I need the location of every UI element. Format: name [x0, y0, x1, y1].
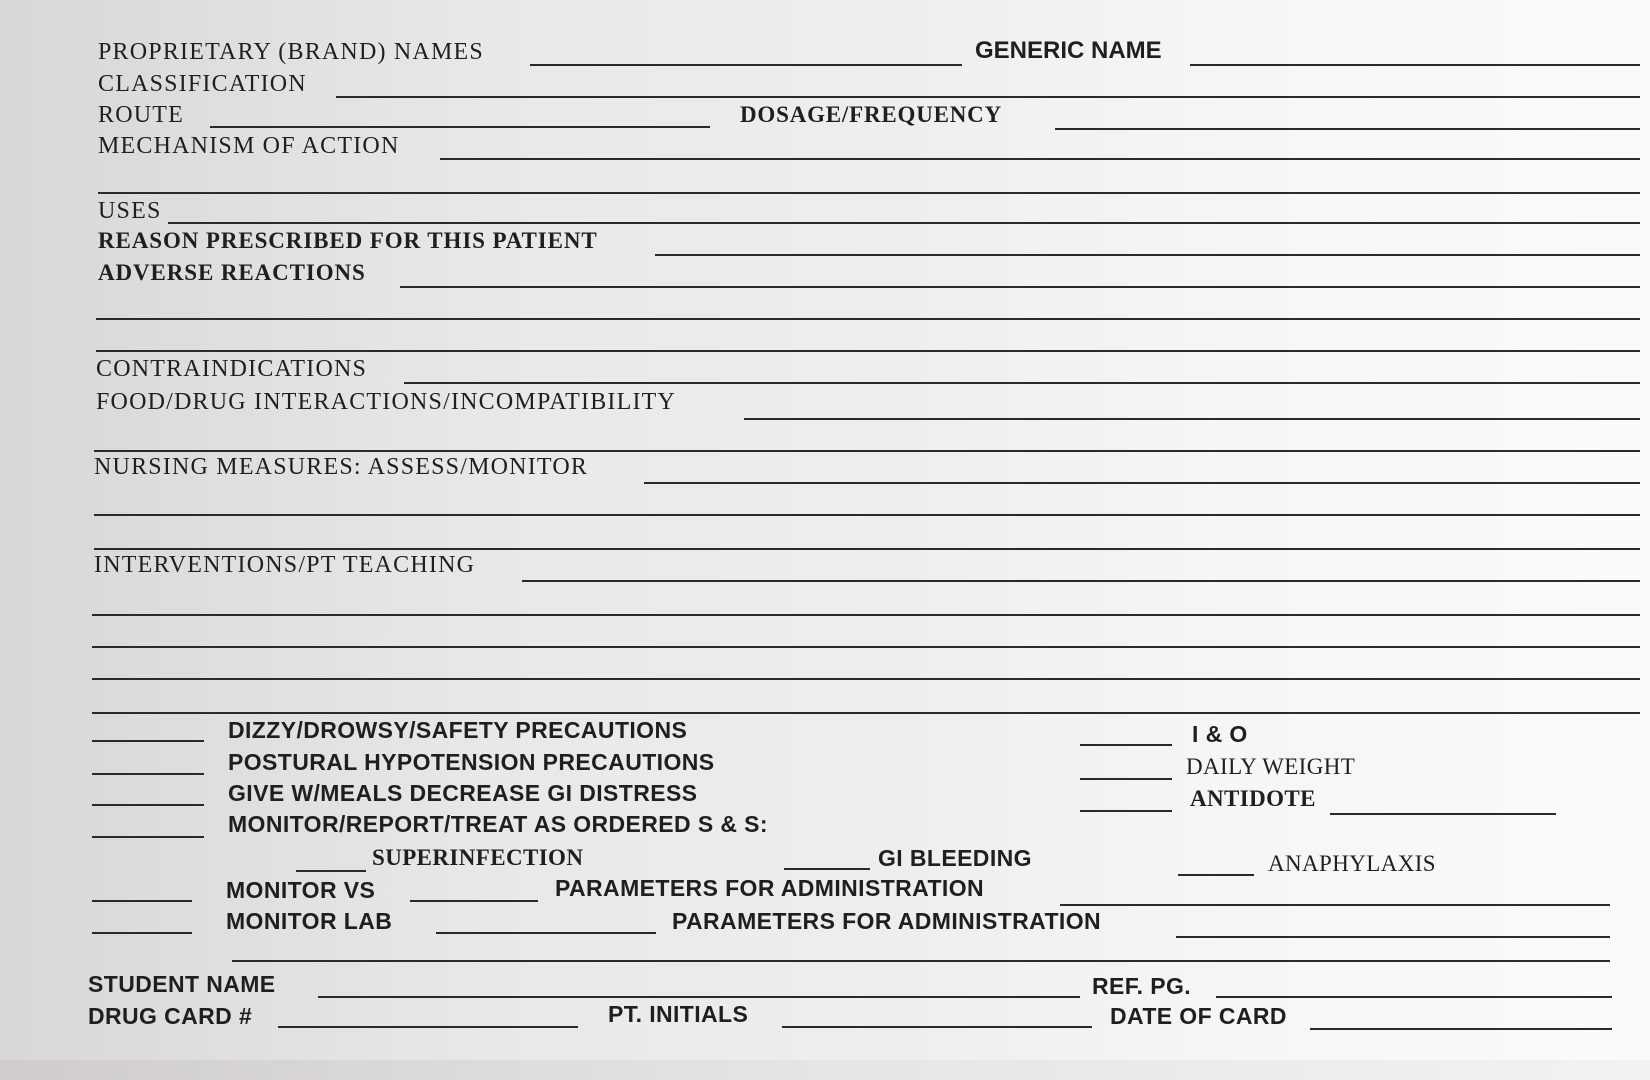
- monitor-report-check-blank[interactable]: [92, 836, 204, 838]
- pt-initials-label: PT. INITIALS: [608, 1001, 749, 1027]
- drug-card-number-field[interactable]: [278, 1026, 578, 1028]
- table-surface: [0, 1060, 1650, 1080]
- brand-names-field[interactable]: [530, 64, 962, 66]
- mechanism-field-line-2[interactable]: [98, 192, 1640, 194]
- nursing-measures-field-line-3[interactable]: [94, 548, 1640, 550]
- interventions-field[interactable]: [522, 580, 1640, 582]
- anaphylaxis-check-blank[interactable]: [1178, 874, 1254, 876]
- route-label: ROUTE: [98, 102, 184, 128]
- dosage-frequency-label: DOSAGE/FREQUENCY: [740, 102, 1002, 127]
- pt-initials-field[interactable]: [782, 1026, 1092, 1028]
- postural-hypotension-label: POSTURAL HYPOTENSION PRECAUTIONS: [228, 749, 715, 775]
- interventions-label: INTERVENTIONS/PT TEACHING: [94, 552, 476, 578]
- interventions-field-line-4[interactable]: [92, 678, 1640, 680]
- adverse-reactions-field-line-2[interactable]: [96, 318, 1640, 320]
- mechanism-field[interactable]: [440, 158, 1640, 160]
- vs-parameters-label: PARAMETERS FOR ADMINISTRATION: [555, 875, 984, 901]
- superinfection-check-blank[interactable]: [296, 870, 366, 872]
- student-name-field[interactable]: [318, 996, 1080, 998]
- io-check-blank[interactable]: [1080, 744, 1172, 746]
- nursing-measures-label: NURSING MEASURES: ASSESS/MONITOR: [94, 454, 589, 480]
- antidote-field[interactable]: [1330, 813, 1556, 815]
- monitor-report-label: MONITOR/REPORT/TREAT AS ORDERED S & S:: [228, 811, 768, 837]
- dosage-frequency-field[interactable]: [1055, 128, 1640, 130]
- adverse-reactions-field[interactable]: [400, 286, 1640, 288]
- contraindications-field[interactable]: [404, 382, 1640, 384]
- postural-check-blank[interactable]: [92, 773, 204, 775]
- gi-bleeding-label: GI BLEEDING: [878, 845, 1032, 871]
- uses-label: USES: [98, 198, 162, 224]
- adverse-reactions-label: ADVERSE REACTIONS: [98, 260, 366, 285]
- nursing-measures-field[interactable]: [644, 482, 1640, 484]
- gi-bleeding-check-blank[interactable]: [784, 868, 870, 870]
- monitor-lab-label: MONITOR LAB: [226, 908, 393, 934]
- interactions-label: FOOD/DRUG INTERACTIONS/INCOMPATIBILITY: [96, 389, 677, 415]
- meals-check-blank[interactable]: [92, 804, 204, 806]
- classification-label: CLASSIFICATION: [98, 71, 307, 97]
- antidote-check-blank[interactable]: [1080, 810, 1172, 812]
- lab-parameters-field-line-2[interactable]: [232, 960, 1610, 962]
- uses-field[interactable]: [168, 222, 1640, 224]
- lab-parameters-field[interactable]: [1176, 936, 1610, 938]
- lab-parameters-label: PARAMETERS FOR ADMINISTRATION: [672, 908, 1101, 934]
- monitor-vs-field[interactable]: [410, 900, 538, 902]
- student-name-label: STUDENT NAME: [88, 971, 276, 997]
- classification-field[interactable]: [336, 96, 1640, 98]
- superinfection-label: SUPERINFECTION: [372, 845, 584, 870]
- contraindications-label: CONTRAINDICATIONS: [96, 356, 368, 382]
- monitor-vs-label: MONITOR VS: [226, 877, 376, 903]
- route-field[interactable]: [210, 126, 710, 128]
- interventions-field-line-3[interactable]: [92, 646, 1640, 648]
- generic-name-field[interactable]: [1190, 64, 1640, 66]
- reason-field[interactable]: [655, 254, 1640, 256]
- brand-names-label: PROPRIETARY (BRAND) NAMES: [98, 39, 484, 65]
- give-with-meals-label: GIVE W/MEALS DECREASE GI DISTRESS: [228, 780, 698, 806]
- generic-name-label: GENERIC NAME: [975, 37, 1162, 64]
- antidote-label: ANTIDOTE: [1190, 786, 1316, 811]
- ref-pg-label: REF. PG.: [1092, 973, 1192, 999]
- daily-weight-check-blank[interactable]: [1080, 778, 1172, 780]
- monitor-lab-field[interactable]: [436, 932, 656, 934]
- io-label: I & O: [1192, 721, 1248, 747]
- monitor-lab-check-blank[interactable]: [92, 932, 192, 934]
- date-of-card-field[interactable]: [1310, 1028, 1612, 1030]
- interactions-field-line-2[interactable]: [94, 450, 1640, 452]
- adverse-reactions-field-line-3[interactable]: [96, 350, 1640, 352]
- anaphylaxis-label: ANAPHYLAXIS: [1268, 851, 1436, 876]
- interventions-field-line-5[interactable]: [92, 712, 1640, 714]
- drug-card-number-label: DRUG CARD #: [88, 1003, 253, 1029]
- dizzy-check-blank[interactable]: [92, 740, 204, 742]
- monitor-vs-check-blank[interactable]: [92, 900, 192, 902]
- ref-pg-field[interactable]: [1216, 996, 1612, 998]
- interactions-field[interactable]: [744, 418, 1640, 420]
- nursing-measures-field-line-2[interactable]: [94, 514, 1640, 516]
- reason-label: REASON PRESCRIBED FOR THIS PATIENT: [98, 228, 598, 253]
- dizzy-precautions-label: DIZZY/DROWSY/SAFETY PRECAUTIONS: [228, 717, 688, 743]
- daily-weight-label: DAILY WEIGHT: [1186, 754, 1356, 779]
- interventions-field-line-2[interactable]: [92, 614, 1640, 616]
- vs-parameters-field[interactable]: [1060, 904, 1610, 906]
- date-of-card-label: DATE OF CARD: [1110, 1003, 1287, 1029]
- mechanism-label: MECHANISM OF ACTION: [98, 133, 400, 159]
